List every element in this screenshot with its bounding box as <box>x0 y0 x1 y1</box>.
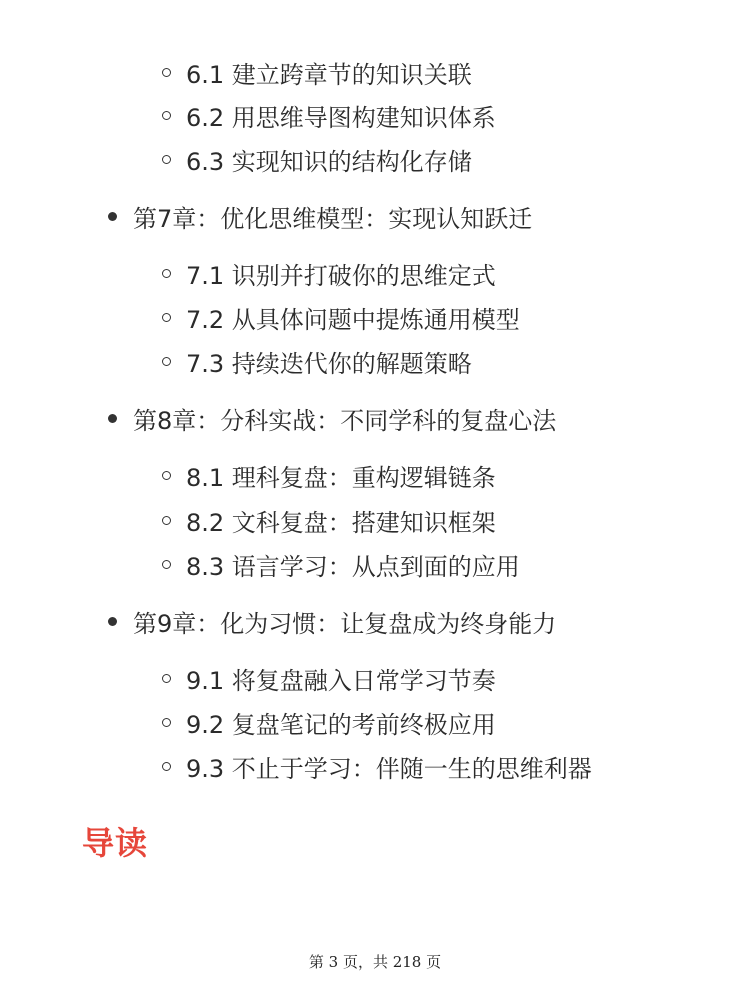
hollow-bullet-icon <box>162 357 171 366</box>
toc-subsection-label: 7.3 持续迭代你的解题策略 <box>186 349 472 378</box>
toc-subsection <box>162 100 496 130</box>
toc-subsection-label: 8.2 文科复盘：搭建知识框架 <box>186 508 496 537</box>
toc-subsection <box>162 549 520 579</box>
hollow-bullet-icon <box>162 313 171 322</box>
toc-subsection-label: 9.2 复盘笔记的考前终极应用 <box>186 710 496 739</box>
toc-subsection <box>162 460 496 490</box>
hollow-bullet-icon <box>162 111 171 120</box>
toc-subsection <box>162 302 520 332</box>
page-footer: 第 3 页，共 218 页 <box>308 953 442 971</box>
toc-chapter-label: 第8章：分科实战：不同学科的复盘心法 <box>133 406 557 435</box>
hollow-bullet-icon <box>162 560 171 569</box>
toc-subsection-label: 9.1 将复盘融入日常学习节奏 <box>186 666 496 695</box>
hollow-bullet-icon <box>162 762 171 771</box>
toc-subsection <box>162 144 472 174</box>
toc-subsection-label: 8.3 语言学习：从点到面的应用 <box>186 552 520 581</box>
toc-chapter <box>108 605 556 637</box>
toc-subsection-label: 7.1 识别并打破你的思维定式 <box>186 261 496 290</box>
toc-subsection-label: 6.3 实现知识的结构化存储 <box>186 147 472 176</box>
toc-subsection-label: 7.2 从具体问题中提炼通用模型 <box>186 305 520 334</box>
hollow-bullet-icon <box>162 674 171 683</box>
hollow-bullet-icon <box>162 155 171 164</box>
toc-chapter-label: 第7章：优化思维模型：实现认知跃迁 <box>133 204 533 233</box>
toc-subsection-label: 8.1 理科复盘：重构逻辑链条 <box>186 463 496 492</box>
toc-subsection <box>162 57 472 87</box>
toc-subsection <box>162 258 496 288</box>
toc-subsection <box>162 505 496 535</box>
toc-subsection <box>162 751 592 781</box>
section-heading: 导读 <box>82 824 149 862</box>
bullet-icon <box>108 212 117 221</box>
bullet-icon <box>108 414 117 423</box>
bullet-icon <box>108 617 117 626</box>
toc-subsection-label: 6.1 建立跨章节的知识关联 <box>186 60 472 89</box>
hollow-bullet-icon <box>162 516 171 525</box>
toc-chapter <box>108 402 556 434</box>
hollow-bullet-icon <box>162 471 171 480</box>
hollow-bullet-icon <box>162 68 171 77</box>
hollow-bullet-icon <box>162 718 171 727</box>
hollow-bullet-icon <box>162 269 171 278</box>
toc-subsection <box>162 707 496 737</box>
toc-subsection <box>162 663 496 693</box>
toc-subsection-label: 6.2 用思维导图构建知识体系 <box>186 103 496 132</box>
toc-chapter-label: 第9章：化为习惯：让复盘成为终身能力 <box>133 609 557 638</box>
toc-chapter <box>108 200 532 232</box>
toc-subsection-label: 9.3 不止于学习：伴随一生的思维利器 <box>186 754 592 783</box>
toc-subsection <box>162 346 472 376</box>
